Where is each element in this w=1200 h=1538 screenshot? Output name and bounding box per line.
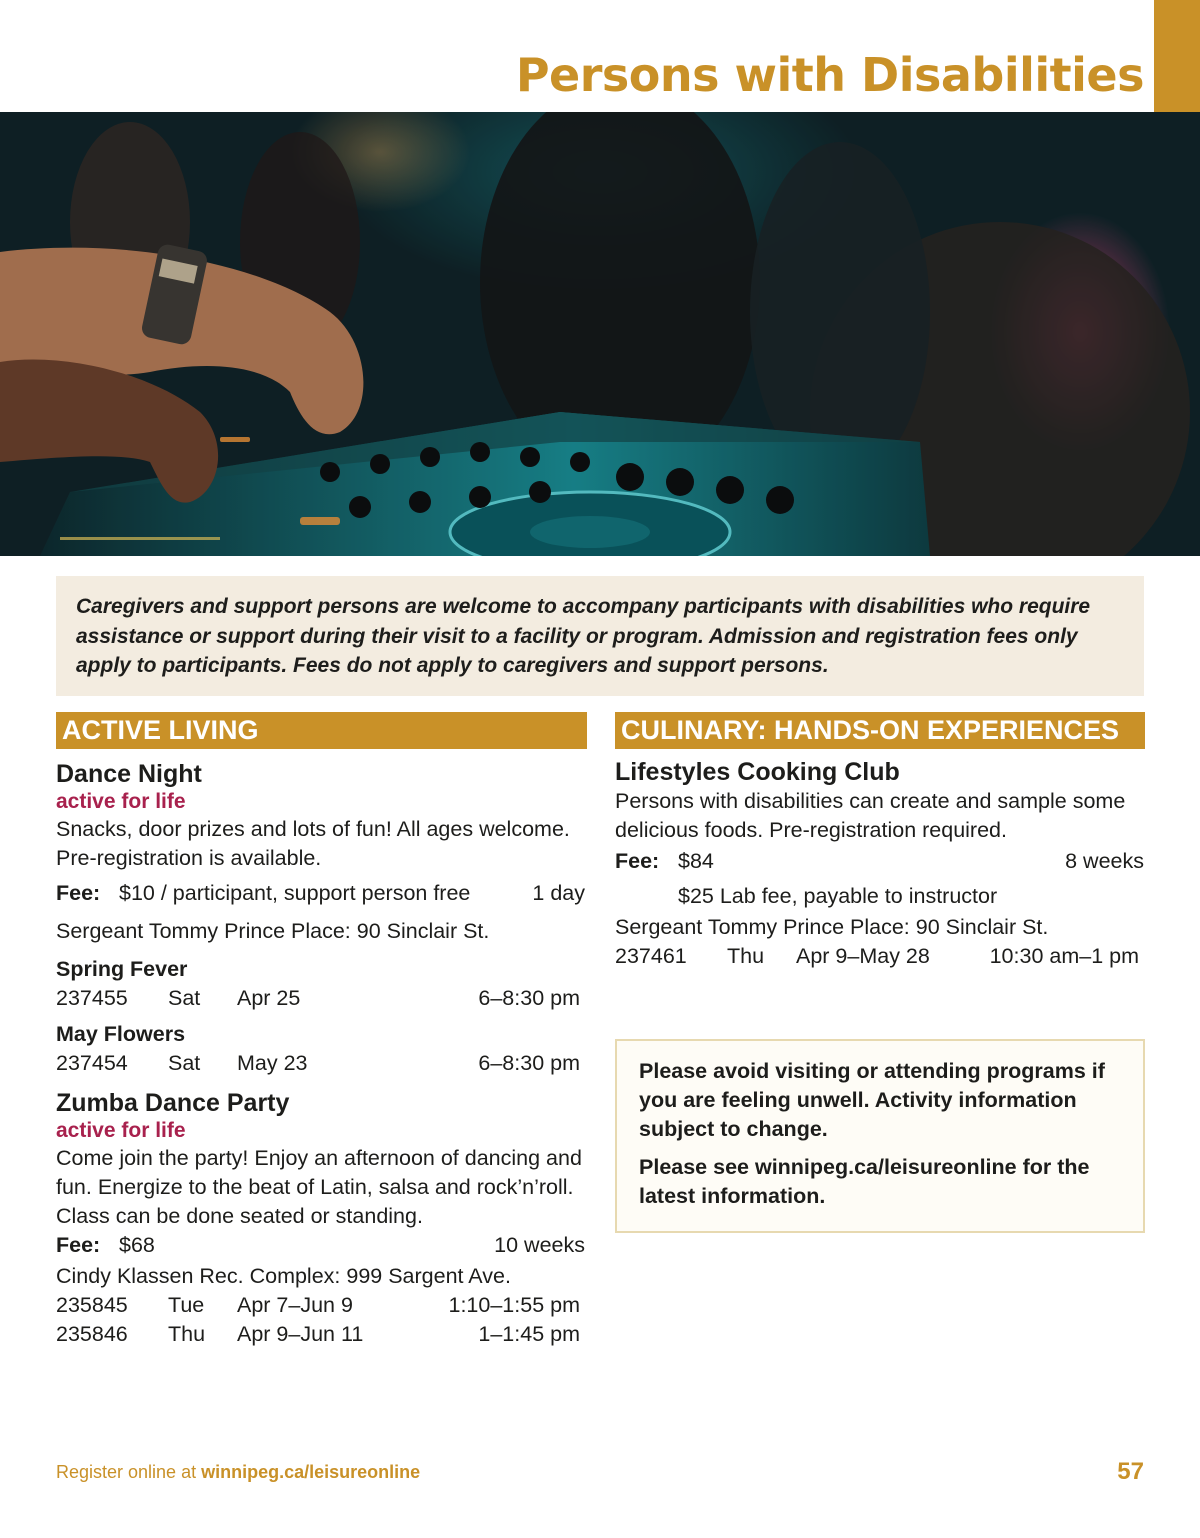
fee-label: Fee:: [56, 881, 101, 905]
course-code: 235846: [56, 1322, 128, 1346]
title-accent-tab: [1154, 0, 1200, 112]
program-duration: 8 weeks: [1065, 849, 1144, 873]
session-row: [56, 984, 587, 1013]
caregiver-notice-text: Caregivers and support persons are welcome to accompany participants with disabilities who require assistance or support during their visit to a facility or program. Admission and registration fees only apply to participants. Fees do not apply to caregivers and support persons.: [76, 595, 1091, 677]
section-heading-culinary: CULINARY: HANDS-ON EXPERIENCES: [615, 712, 1145, 749]
info-website-text: [639, 1153, 1123, 1211]
session-row: [56, 1320, 587, 1349]
fee-value: $68: [119, 1233, 155, 1257]
fee-row: [56, 879, 587, 908]
info-website-link[interactable]: winnipeg.ca/leisureonline: [754, 1155, 1017, 1179]
course-code: 235845: [56, 1293, 128, 1317]
session-time: 6–8:30 pm: [478, 986, 580, 1010]
dj-scene-illustration: [0, 112, 1200, 556]
health-info-box: [615, 1039, 1145, 1233]
session-row: [615, 942, 1145, 971]
lab-fee: $25 Lab fee, payable to instructor: [678, 884, 998, 908]
session-date: Apr 25: [237, 986, 301, 1010]
caregiver-notice: [56, 576, 1144, 696]
fee-label: Fee:: [615, 849, 660, 873]
session-date: Apr 7–Jun 9: [237, 1293, 353, 1317]
fee-row: [56, 1231, 587, 1260]
program-duration: 1 day: [532, 881, 585, 905]
session-row: [56, 1291, 587, 1320]
info-website-suffix: for the latest information.: [639, 1155, 1090, 1208]
info-website-prefix: Please see: [639, 1155, 755, 1179]
session-time: 6–8:30 pm: [478, 1051, 580, 1075]
program-location: Cindy Klassen Rec. Complex: 999 Sargent Ave.: [56, 1264, 511, 1288]
session-time: 1:10–1:55 pm: [448, 1293, 580, 1317]
program-description: Snacks, door prizes and lots of fun! All ages welcome. Pre-registration is available.: [56, 817, 570, 870]
footer-register: [56, 1462, 420, 1483]
course-code: 237455: [56, 986, 128, 1010]
session-date: Apr 9–Jun 11: [237, 1322, 364, 1346]
fee-value: $84: [678, 849, 714, 873]
program-title-cooking-club: Lifestyles Cooking Club: [615, 758, 900, 786]
session-date: May 23: [237, 1051, 308, 1075]
program-title-zumba: Zumba Dance Party: [56, 1089, 290, 1117]
footer-register-link[interactable]: winnipeg.ca/leisureonline: [201, 1462, 421, 1482]
course-code: 237461: [615, 944, 687, 968]
session-day: Sat: [168, 1051, 201, 1075]
program-title-dance-night: Dance Night: [56, 760, 202, 788]
session-day: Thu: [168, 1322, 206, 1346]
session-row: [56, 1049, 587, 1078]
page-title: Persons with Disabilities: [515, 48, 1144, 102]
program-description: Come join the party! Enjoy an afternoon of dancing and fun. Energize to the beat of Latin, salsa and rock’n’roll. Class can be done seated or standing.: [56, 1146, 582, 1228]
info-unwell-text: Please avoid visiting or attending programs if you are feeling unwell. Activity information subject to change.: [639, 1059, 1105, 1141]
section-heading-active-living: ACTIVE LIVING: [56, 712, 587, 749]
program-tag: active for life: [56, 1119, 186, 1142]
culinary-column: [615, 712, 1145, 971]
session-time: 10:30 am–1 pm: [989, 944, 1139, 968]
program-location: Sergeant Tommy Prince Place: 90 Sinclair St.: [56, 919, 490, 943]
session-day: Tue: [168, 1293, 205, 1317]
fee-label: Fee:: [56, 1233, 101, 1257]
program-duration: 10 weeks: [494, 1233, 585, 1257]
active-living-column: [56, 712, 587, 1349]
fee-row: [615, 847, 1145, 876]
course-code: 237454: [56, 1051, 128, 1075]
event-title: Spring Fever: [56, 957, 188, 981]
program-description: Persons with disabilities can create and sample some delicious foods. Pre-registration required.: [615, 789, 1126, 842]
fee-value: $10 / participant, support person free: [119, 881, 471, 905]
session-date: Apr 9–May 28: [796, 944, 930, 968]
footer-register-prefix: Register online at: [56, 1462, 202, 1482]
program-location: Sergeant Tommy Prince Place: 90 Sinclair St.: [615, 915, 1049, 939]
hero-photo-dj-mixer: [0, 112, 1200, 556]
session-day: Sat: [168, 986, 201, 1010]
page-number: 57: [1117, 1458, 1144, 1485]
lab-fee-row: [615, 882, 1145, 911]
session-time: 1–1:45 pm: [478, 1322, 580, 1346]
session-day: Thu: [727, 944, 765, 968]
event-title: May Flowers: [56, 1022, 186, 1046]
program-tag: active for life: [56, 790, 186, 813]
